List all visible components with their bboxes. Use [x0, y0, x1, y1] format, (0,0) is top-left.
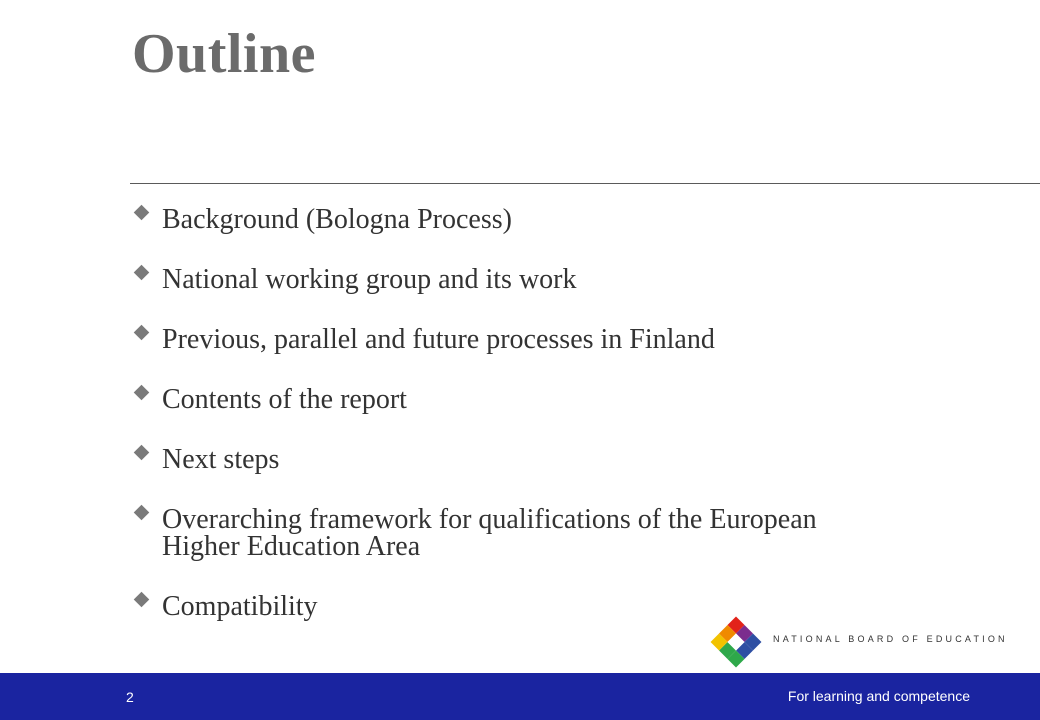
bullet-item	[134, 587, 1014, 620]
diamond-bullet-icon	[134, 505, 150, 521]
bullet-item	[134, 320, 1014, 353]
bullet-list	[134, 200, 1014, 647]
logo-text: NATIONAL BOARD OF EDUCATION	[773, 634, 1008, 644]
bullet-item	[134, 380, 1014, 413]
bullet-text: Background (Bologna Process)	[162, 204, 512, 235]
bullet-text: Contents of the report	[162, 384, 407, 415]
footer-bar	[0, 673, 1040, 720]
diamond-bullet-icon	[134, 325, 150, 341]
bullet-text: Overarching framework for qualifications of the European Higher Education Area	[162, 504, 817, 562]
diamond-bullet-icon	[134, 592, 150, 608]
bullet-item	[134, 440, 1014, 473]
title-divider	[130, 183, 1040, 184]
bullet-item	[134, 260, 1014, 293]
bullet-text: Next steps	[162, 444, 280, 475]
diamond-bullet-icon	[134, 445, 150, 461]
slide-title: Outline	[132, 23, 316, 85]
bullet-item	[134, 500, 1014, 560]
diamond-bullet-icon	[134, 385, 150, 401]
bullet-text: National working group and its work	[162, 264, 577, 295]
bullet-item	[134, 200, 1014, 233]
bullet-text: Previous, parallel and future processes in Finland	[162, 324, 715, 355]
national-board-logo-icon	[708, 614, 764, 670]
diamond-bullet-icon	[134, 265, 150, 281]
bullet-text: Compatibility	[162, 591, 318, 622]
diamond-bullet-icon	[134, 205, 150, 221]
page-number: 2	[126, 689, 134, 705]
footer-tagline: For learning and competence	[787, 688, 970, 704]
